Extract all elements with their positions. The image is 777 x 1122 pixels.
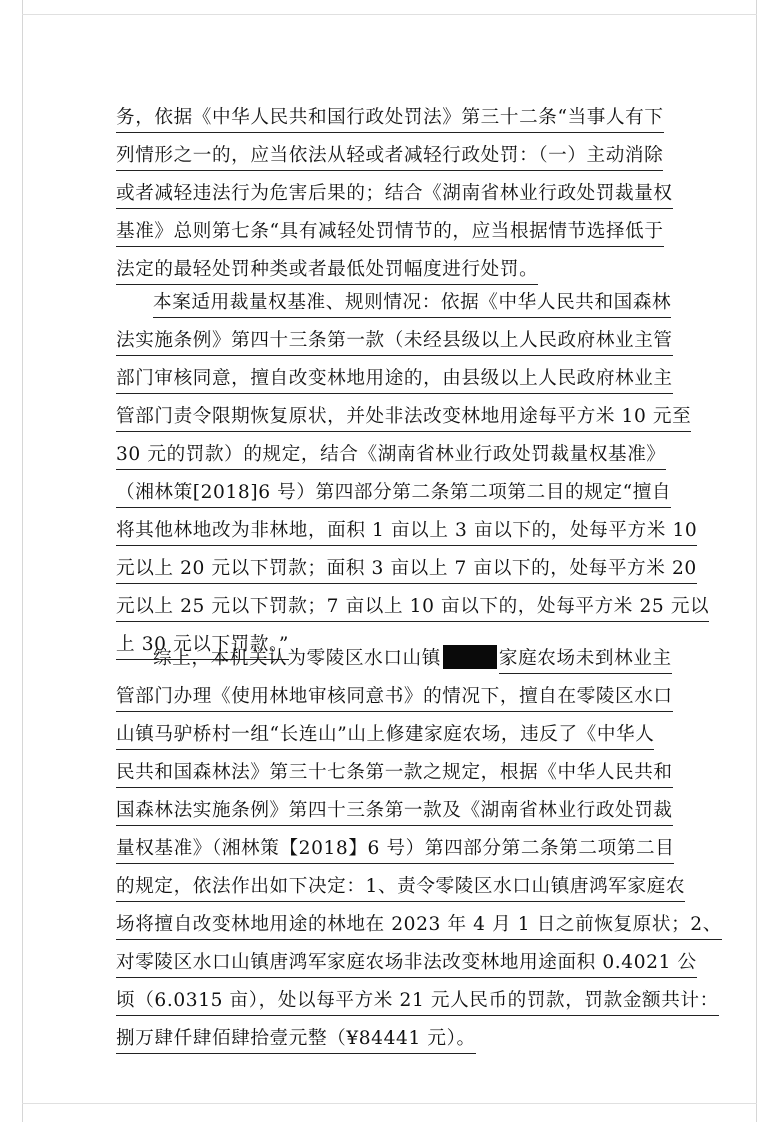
paragraph-discretion-standards bbox=[116, 287, 710, 667]
text-line: 本案适用裁量权基准、规则情况：依据《中华人民共和国森林 bbox=[116, 287, 672, 325]
text-line: 务，依据《中华人民共和国行政处罚法》第三十二条“当事人有下 bbox=[116, 102, 672, 140]
text-line: 基准》总则第七条“具有减轻处罚情节的，应当根据情节选择低于 bbox=[116, 216, 672, 254]
text-line: 将其他林地改为非林地，面积 1 亩以上 3 亩以下的，处每平方米 10 bbox=[116, 515, 672, 553]
text-line: 元以上 25 元以下罚款；7 亩以上 10 亩以下的，处每平方米 25 元以 bbox=[116, 591, 672, 629]
page-edge-bottom bbox=[22, 1103, 757, 1104]
page-edge-right bbox=[756, 0, 757, 1122]
text-line: 顷（6.0315 亩），处以每平方米 21 元人民币的罚款，罚款金额共计： bbox=[116, 985, 672, 1023]
text-line: 或者减轻违法行为危害后果的；结合《湖南省林业行政处罚裁量权 bbox=[116, 178, 672, 216]
paragraph-mitigation-basis bbox=[116, 102, 672, 292]
text-line: （湘林策[2018]6 号）第四部分第二条第二项第二目的规定“擅自 bbox=[116, 477, 672, 515]
text-line: 管部门责令限期恢复原状，并处非法改变林地用途每平方米 10 元至 bbox=[116, 401, 672, 439]
text-line: 的规定，依法作出如下决定：1、责令零陵区水口山镇唐鸿军家庭农 bbox=[116, 871, 672, 909]
page-edge-top bbox=[22, 14, 757, 15]
text-line: 对零陵区水口山镇唐鸿军家庭农场非法改变林地用途面积 0.4021 公 bbox=[116, 947, 672, 985]
text-line: 元以上 20 元以下罚款；面积 3 亩以上 7 亩以下的，处每平方米 20 bbox=[116, 553, 672, 591]
text-line: 部门审核同意，擅自改变林地用途的，由县级以上人民政府林业主 bbox=[116, 363, 672, 401]
text-line: 法实施条例》第四十三条第一款（未经县级以上人民政府林业主管 bbox=[116, 325, 672, 363]
text-line: 场将擅自改变林地用途的林地在 2023 年 4 月 1 日之前恢复原状；2、 bbox=[116, 909, 672, 947]
text-line: 上 30 元以下罚款。” bbox=[116, 629, 672, 667]
text-line: 山镇马驴桥村一组“长连山”山上修建家庭农场，违反了《中华人 bbox=[116, 719, 672, 757]
page-edge-left bbox=[22, 0, 23, 1122]
text-line-with-redaction: 综上，本机关认为零陵区水口山镇 家庭农场未到林业主 bbox=[116, 643, 672, 681]
text-line: 民共和国森林法》第三十七条第一款之规定，根据《中华人民共和 bbox=[116, 757, 672, 795]
text-line: 30 元的罚款）的规定，结合《湖南省林业行政处罚裁量权基准》 bbox=[116, 439, 672, 477]
text-line: 国森林法实施条例》第四十三条第一款及《湖南省林业行政处罚裁 bbox=[116, 795, 672, 833]
text-line: 捌万肆仟肆佰肆拾壹元整（¥84441 元）。 bbox=[116, 1023, 672, 1061]
text-line: 管部门办理《使用林地审核同意书》的情况下，擅自在零陵区水口 bbox=[116, 681, 672, 719]
paragraph-decision bbox=[116, 643, 722, 1061]
text-line: 列情形之一的，应当依法从轻或者减轻行政处罚：（一）主动消除 bbox=[116, 140, 672, 178]
redaction-block bbox=[443, 645, 497, 669]
text-line: 量权基准》（湘林策【2018】6 号）第四部分第二条第二项第二目 bbox=[116, 833, 672, 871]
text-line: 法定的最轻处罚种类或者最低处罚幅度进行处罚。 bbox=[116, 254, 672, 292]
